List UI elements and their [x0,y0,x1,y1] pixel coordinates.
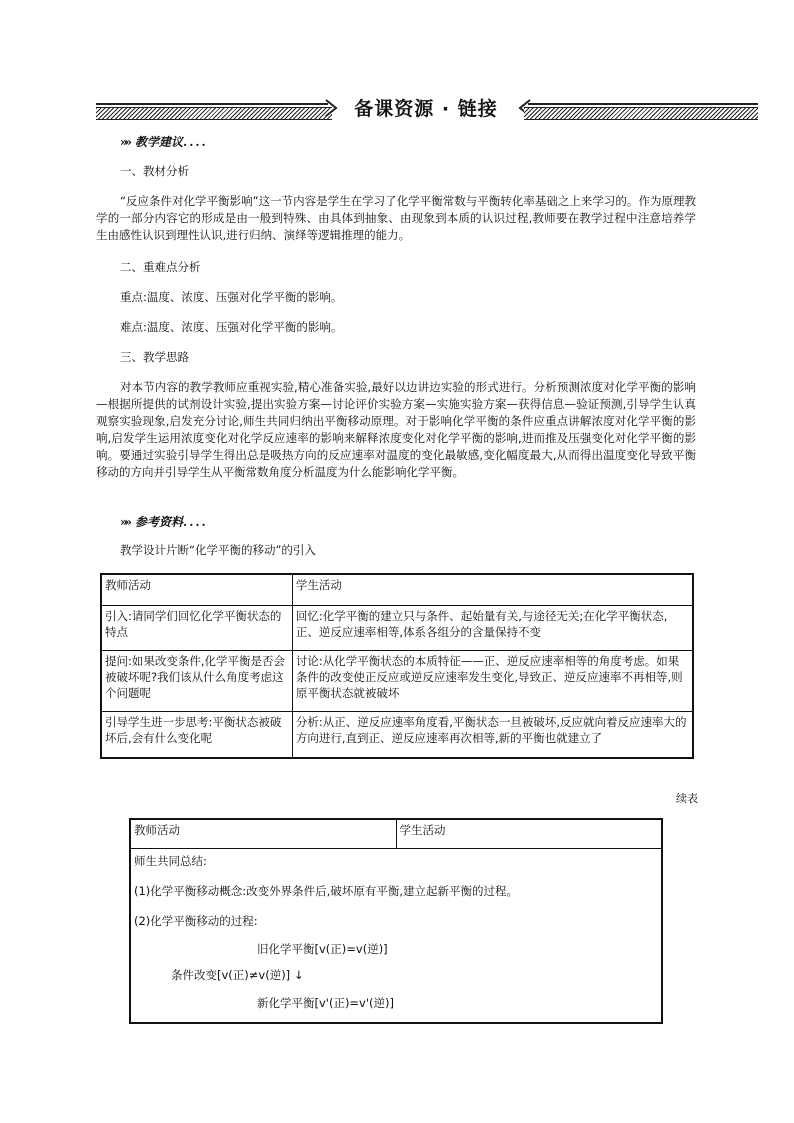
summary-item-1: (1)化学平衡移动概念:改变外界条件后,破坏原有平衡,建立起新平衡的过程。 [134,883,518,898]
table-row [101,650,693,711]
paragraph-textbook-analysis: “反应条件对化学平衡影响”这一节内容是学生在学习了化学平衡常数与平衡转化率基础之上来学习的。作为原理教学的一部分内容它的形成是由一般到特殊、由具体到抽象、由现象到本质的认识过程,教师要在教学过程中注意培养学生由感性认识到理性认识,进行归纳、演绎等逻辑推理的能力。 [96,194,696,242]
heading-text: 教学建议 [135,135,184,149]
table-header-row [101,574,693,605]
subheading-textbook-analysis: 一、教材分析 [120,164,189,178]
hard-point: 难点:温度、浓度、压强对化学平衡的影响。 [120,320,343,334]
continued-table [129,818,663,1024]
subheading-teaching-approach: 三、教学思路 [120,350,189,364]
header-left-line [96,103,328,105]
section-heading-reference [120,513,208,530]
continued-table-label: 续表 [676,792,698,805]
heading-text: 参考资料 [135,515,184,529]
condition-change-text: 条件改变[v(正)≠v(逆)] [171,967,291,982]
summary-title: 师生共同总结: [134,853,207,868]
activity-table [100,573,694,759]
reference-intro: 教学设计片断“化学平衡的移动”的引入 [120,543,316,557]
table-header-student: 学生活动 [396,819,662,848]
summary-item-2: (2)化学平衡移动的过程: [134,913,258,928]
subheading-key-points: 二、重难点分析 [120,260,201,274]
table-row [101,605,693,650]
teacher-cell: 引入:请同学们回忆化学平衡状态的特点 [101,605,292,650]
double-chevron-icon: »» [120,135,129,149]
student-cell: 分析:从正、逆反应速率角度看,平衡状态一旦被破坏,反应就向着反应速率大的方向进行,直到正、逆反应速率再次相等,新的平衡也就建立了 [292,711,693,758]
key-point: 重点:温度、浓度、压强对化学平衡的影响。 [120,290,343,304]
student-cell: 回忆:化学平衡的建立只与条件、起始量有关,与途径无关;在化学平衡状态,正、逆反应速率相等,体系各组分的含量保持不变 [292,605,693,650]
student-cell: 讨论:从化学平衡状态的本质特征——正、逆反应速率相等的角度考虑。如果条件的改变使正反应或逆反应速率发生变化,导致正、逆反应速率不再相等,则原平衡状态就被破坏 [292,650,693,711]
table-header-row [130,819,662,848]
table-header-teacher: 教师活动 [101,574,292,605]
paragraph-teaching-approach: 对本节内容的教学教师应重视实验,精心准备实验,最好以边讲边实验的形式进行。分析预测浓度对化学平衡的影响—根据所提供的试剂设计实验,提出实验方案—讨论评价实验方案—实施实验方案—获得信息—验证预测,引导学生认真观察实验现象,启发充分讨论,师生共同归纳出平衡移动原理。对于影响化学平衡的条件应重点讲解浓度对化学平衡的影响,启发学生运用浓度变化对化学反应速率的影响来解释浓度变化对化学平衡的影响,进而推及压强变化对化学平衡的影响。要通过实验引导学生得出总是吸热方向的反应速率对温度的变化最敏感,变化幅度最大,从而得出温度变化导致平衡移动的方向并引导学生从平衡常数角度分析温度为什么能影响化学平衡。 [96,380,696,479]
summary-row [130,848,662,1023]
header-left-bar [96,107,332,120]
teacher-cell: 提问:如果改变条件,化学平衡是否会被破坏呢?我们该从什么角度考虑这个问题呢 [101,650,292,711]
header-right-line [528,103,758,105]
summary-cell [130,848,662,1023]
table-row [101,711,693,758]
teacher-cell: 引导学生进一步思考:平衡状态被破坏后,会有什么变化呢 [101,711,292,758]
double-chevron-icon: »» [120,515,129,529]
section-heading-teaching-suggestion [120,133,208,150]
condition-change [171,967,303,983]
page-title: 备课资源 · 链接 [354,98,498,120]
new-equilibrium: 新化学平衡[v'(正)=v'(逆)] [257,995,394,1010]
old-equilibrium: 旧化学平衡[v(正)=v(逆)] [257,941,388,956]
down-arrow-icon: ↓ [293,967,304,982]
header-right-bar [524,107,758,120]
table-header-teacher: 教师活动 [130,819,396,848]
heading-dots: .... [183,515,208,529]
heading-dots: .... [183,135,208,149]
table-header-student: 学生活动 [292,574,693,605]
